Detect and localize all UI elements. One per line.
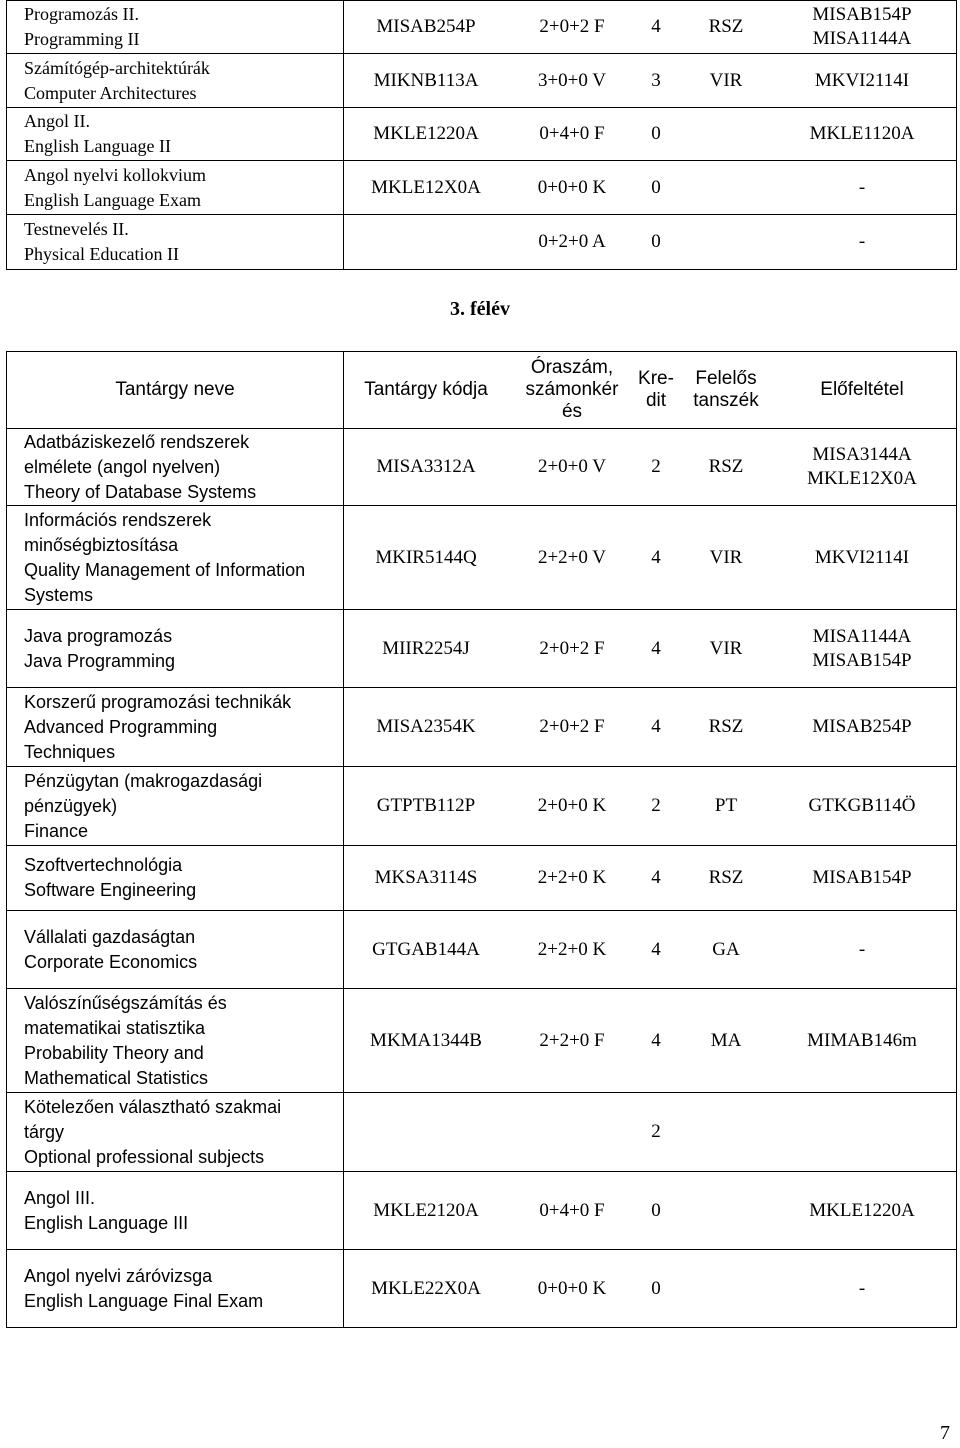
table-row bbox=[7, 429, 957, 506]
course-department: MA bbox=[710, 1029, 742, 1051]
course-hours: 0+0+0 K bbox=[537, 176, 607, 198]
header-subject-name: Tantárgy neve bbox=[7, 352, 344, 429]
course-hours: 2+0+0 V bbox=[537, 456, 607, 477]
course-code: MIIR2254J bbox=[382, 637, 470, 659]
header-group bbox=[344, 352, 957, 429]
course-hours: 0+4+0 F bbox=[539, 1199, 605, 1221]
prerequisite-code: MISA3144A bbox=[812, 444, 912, 465]
course-name-line: elmélete (angol nyelven) bbox=[24, 456, 221, 477]
semester-title: 3. félév bbox=[450, 298, 510, 320]
header-dept-line: Felelős bbox=[695, 368, 757, 389]
course-name-line: Angol nyelvi záróvizsga bbox=[24, 1265, 213, 1286]
course-name-cell bbox=[7, 989, 344, 1093]
prerequisite-code: MKLE1220A bbox=[809, 1199, 915, 1221]
course-prerequisites bbox=[776, 794, 948, 818]
course-data-cell bbox=[344, 989, 957, 1093]
course-department: RSZ bbox=[708, 716, 744, 737]
course-hours: 3+0+0 V bbox=[537, 69, 607, 91]
table-row bbox=[7, 1, 957, 54]
course-prerequisites bbox=[776, 69, 948, 93]
header-credit-line: Kre- bbox=[638, 368, 674, 389]
course-data bbox=[344, 108, 956, 160]
course-credit: 0 bbox=[651, 231, 661, 252]
course-name-cell bbox=[7, 688, 344, 767]
course-data bbox=[344, 546, 956, 570]
course-data-cell bbox=[344, 911, 957, 989]
course-code: MKSA3114S bbox=[374, 867, 478, 888]
course-prerequisites bbox=[776, 715, 948, 739]
course-data-cell bbox=[344, 688, 957, 767]
course-name-line: Finance bbox=[24, 820, 89, 841]
course-name-line: Corporate Economics bbox=[24, 951, 198, 972]
course-name-cell bbox=[7, 1093, 344, 1172]
course-code: MKLE1220A bbox=[373, 123, 479, 144]
course-data bbox=[344, 866, 956, 890]
course-name-line: minőségbiztosítása bbox=[24, 534, 179, 555]
course-prerequisites bbox=[776, 443, 948, 491]
course-name-line: Techniques bbox=[24, 741, 116, 762]
course-credit: 0 bbox=[651, 176, 661, 198]
course-prerequisites bbox=[776, 230, 948, 254]
table-row bbox=[7, 1093, 957, 1172]
table-row bbox=[7, 506, 957, 610]
prerequisite-code: MKLE12X0A bbox=[807, 468, 917, 489]
course-prerequisites bbox=[776, 122, 948, 146]
course-name-hu: Testnevelés II. bbox=[24, 219, 129, 239]
course-name-line: Java Programming bbox=[24, 650, 176, 671]
table-row bbox=[7, 1172, 957, 1250]
course-credit: 0 bbox=[651, 123, 661, 144]
course-data-cell bbox=[344, 1, 957, 54]
course-credit: 3 bbox=[651, 69, 661, 91]
course-name-hu: Számítógép-architektúrák bbox=[24, 57, 210, 78]
header-credit bbox=[636, 368, 676, 412]
prerequisite-code: - bbox=[858, 176, 866, 198]
course-credit: 0 bbox=[651, 1277, 661, 1299]
table-row bbox=[7, 846, 957, 911]
header-dept-line: tanszék bbox=[693, 390, 759, 411]
course-data bbox=[344, 1121, 956, 1143]
course-name-line: pénzügyek) bbox=[24, 795, 118, 816]
header-hours-line: Óraszám, bbox=[530, 357, 614, 378]
course-credit: 4 bbox=[651, 16, 661, 37]
course-data-cell bbox=[344, 1093, 957, 1172]
course-prerequisites bbox=[776, 866, 948, 890]
course-name-cell bbox=[7, 161, 344, 215]
course-hours: 2+2+0 K bbox=[537, 938, 607, 960]
course-name-line: Advanced Programming bbox=[24, 716, 218, 737]
course-credit: 4 bbox=[651, 637, 661, 659]
course-code: MISA2354K bbox=[376, 716, 476, 737]
course-name-cell bbox=[7, 610, 344, 688]
prerequisite-code: MKLE1120A bbox=[809, 123, 915, 144]
course-hours: 0+2+0 A bbox=[538, 231, 606, 252]
course-code: MKLE12X0A bbox=[371, 176, 481, 198]
course-name-line: Angol III. bbox=[24, 1187, 96, 1208]
course-name-line: matematikai statisztika bbox=[24, 1017, 206, 1038]
course-hours: 2+0+2 F bbox=[539, 637, 605, 659]
course-name-hu: Programozás II. bbox=[24, 4, 139, 24]
header-hours-line: és bbox=[561, 401, 583, 422]
table-row bbox=[7, 767, 957, 846]
course-name-line: Mathematical Statistics bbox=[24, 1067, 209, 1088]
course-name-line: Quality Management of Information bbox=[24, 559, 306, 580]
course-name-hu: Angol II. bbox=[24, 111, 90, 131]
course-data bbox=[344, 1, 956, 53]
course-data-cell bbox=[344, 54, 957, 108]
prerequisite-code: MISAB154P bbox=[812, 4, 912, 25]
course-name-line: Valószínűségszámítás és bbox=[24, 992, 227, 1013]
course-code: MKMA1344B bbox=[370, 1029, 482, 1051]
course-data-cell bbox=[344, 1250, 957, 1328]
previous-semester-table bbox=[6, 0, 957, 270]
course-data bbox=[344, 1199, 956, 1223]
course-department: VIR bbox=[709, 637, 743, 659]
course-credit: 2 bbox=[651, 795, 661, 816]
course-prerequisites bbox=[776, 1029, 948, 1053]
prerequisite-code: MISAB254P bbox=[812, 716, 912, 737]
course-name-line: Optional professional subjects bbox=[24, 1146, 265, 1167]
course-prerequisites bbox=[776, 625, 948, 673]
course-code: GTGAB144A bbox=[372, 938, 480, 960]
course-credit: 4 bbox=[651, 1029, 661, 1051]
course-hours: 2+0+2 F bbox=[539, 716, 605, 737]
table-row bbox=[7, 54, 957, 108]
course-name-cell bbox=[7, 846, 344, 911]
prerequisite-code: MISA1144A bbox=[812, 28, 912, 49]
course-data-cell bbox=[344, 1172, 957, 1250]
course-data bbox=[344, 1029, 956, 1053]
course-hours: 2+2+0 V bbox=[537, 546, 607, 568]
course-name-line: English Language Final Exam bbox=[24, 1290, 264, 1311]
course-data bbox=[344, 938, 956, 962]
course-name-line: Adatbáziskezelő rendszerek bbox=[24, 431, 250, 452]
course-prerequisites bbox=[776, 546, 948, 570]
prerequisite-code: MKVI2114I bbox=[814, 69, 910, 91]
table-row bbox=[7, 1250, 957, 1328]
course-department: RSZ bbox=[708, 456, 744, 477]
table-row bbox=[7, 161, 957, 215]
course-name-cell bbox=[7, 1250, 344, 1328]
course-department: GA bbox=[712, 938, 740, 960]
course-department: VIR bbox=[709, 69, 743, 91]
course-name-en: English Language Exam bbox=[24, 189, 201, 210]
course-credit: 2 bbox=[651, 456, 661, 477]
prerequisite-code: MIMAB146m bbox=[807, 1029, 917, 1051]
course-name-cell bbox=[7, 429, 344, 506]
course-hours: 2+2+0 K bbox=[537, 867, 607, 888]
course-name-cell bbox=[7, 1, 344, 54]
page-number: 7 bbox=[940, 1422, 950, 1444]
course-credit: 4 bbox=[651, 938, 661, 960]
course-hours: 2+0+0 K bbox=[537, 795, 607, 816]
course-prerequisites bbox=[776, 1199, 948, 1223]
course-name-line: Szoftvertechnológia bbox=[24, 855, 183, 875]
course-department: VIR bbox=[709, 546, 743, 568]
prerequisite-code: - bbox=[858, 231, 866, 252]
course-data bbox=[344, 794, 956, 818]
course-name-line: Probability Theory and bbox=[24, 1042, 204, 1063]
course-hours: 2+2+0 F bbox=[539, 1029, 605, 1051]
course-name-en: English Language II bbox=[24, 136, 171, 156]
course-credit: 4 bbox=[651, 867, 661, 888]
course-prerequisites bbox=[776, 3, 948, 51]
course-data bbox=[344, 54, 956, 107]
course-credit: 4 bbox=[651, 716, 661, 737]
course-data-cell bbox=[344, 161, 957, 215]
course-data-cell bbox=[344, 846, 957, 911]
table-row bbox=[7, 610, 957, 688]
course-code: MKLE22X0A bbox=[371, 1277, 481, 1299]
course-name-line: Java programozás bbox=[24, 625, 173, 646]
course-credit: 2 bbox=[651, 1121, 661, 1142]
course-hours: 2+0+2 F bbox=[539, 16, 605, 37]
course-name-en: Computer Architectures bbox=[24, 82, 197, 103]
course-name-line: Korszerű programozási technikák bbox=[24, 691, 292, 712]
course-credit: 4 bbox=[651, 546, 661, 568]
course-name-cell bbox=[7, 108, 344, 161]
header-hours bbox=[508, 357, 636, 423]
prerequisite-code: MISA1144A bbox=[812, 625, 912, 647]
course-data bbox=[344, 161, 956, 214]
table-row bbox=[7, 911, 957, 989]
course-name-cell bbox=[7, 1172, 344, 1250]
course-name-line: Vállalati gazdaságtan bbox=[24, 926, 196, 947]
prerequisite-code: MISAB154P bbox=[812, 867, 912, 888]
table-row bbox=[7, 989, 957, 1093]
course-data-cell bbox=[344, 429, 957, 506]
header-credit-line: dit bbox=[645, 390, 667, 411]
course-credit: 0 bbox=[651, 1199, 661, 1221]
course-data bbox=[344, 443, 956, 491]
course-name-cell bbox=[7, 54, 344, 108]
semester-3-table bbox=[6, 351, 957, 1328]
course-name-line: Software Engineering bbox=[24, 880, 197, 900]
course-department: RSZ bbox=[708, 867, 744, 888]
course-data-cell bbox=[344, 767, 957, 846]
course-name-cell bbox=[7, 215, 344, 270]
header-prerequisite: Előfeltétel bbox=[820, 379, 904, 400]
course-data-cell bbox=[344, 506, 957, 610]
course-data bbox=[344, 715, 956, 739]
prerequisite-code: - bbox=[858, 1277, 866, 1299]
course-prerequisites bbox=[776, 176, 948, 200]
course-code: MISA3312A bbox=[376, 456, 476, 477]
table-row bbox=[7, 108, 957, 161]
course-prerequisites bbox=[776, 938, 948, 962]
course-name-en: Physical Education II bbox=[24, 244, 179, 264]
course-name-line: Kötelezően választható szakmai bbox=[24, 1096, 282, 1117]
course-data bbox=[344, 625, 956, 673]
course-name-line: tárgy bbox=[24, 1121, 65, 1142]
prerequisite-code: GTKGB114Ö bbox=[808, 795, 916, 816]
course-name-line: Theory of Database Systems bbox=[24, 481, 257, 502]
course-data bbox=[344, 1277, 956, 1301]
course-data-cell bbox=[344, 215, 957, 270]
course-name-line: English Language III bbox=[24, 1212, 189, 1233]
table-row bbox=[7, 688, 957, 767]
course-code: GTPTB112P bbox=[376, 795, 476, 816]
course-name-cell bbox=[7, 767, 344, 846]
course-name-line: Pénzügytan (makrogazdasági bbox=[24, 770, 263, 791]
course-name-en: Programming II bbox=[24, 29, 140, 49]
course-department: RSZ bbox=[708, 16, 744, 37]
course-hours: 0+0+0 K bbox=[537, 1277, 607, 1299]
table-row bbox=[7, 215, 957, 270]
course-name-cell bbox=[7, 911, 344, 989]
course-code: MISAB254P bbox=[376, 16, 476, 37]
course-name-line: Információs rendszerek bbox=[24, 509, 212, 530]
course-code: MKLE2120A bbox=[373, 1199, 479, 1221]
course-name-cell bbox=[7, 506, 344, 610]
course-data-cell bbox=[344, 108, 957, 161]
course-data-cell bbox=[344, 610, 957, 688]
prerequisite-code: - bbox=[858, 938, 866, 960]
course-name-hu: Angol nyelvi kollokvium bbox=[24, 164, 206, 185]
course-name-line: Systems bbox=[24, 584, 94, 605]
header-department bbox=[676, 368, 776, 412]
prerequisite-code: MISAB154P bbox=[812, 649, 912, 671]
course-data bbox=[344, 215, 956, 269]
course-department: PT bbox=[714, 795, 738, 816]
header-hours-line: számonkér bbox=[525, 379, 619, 400]
course-hours: 0+4+0 F bbox=[539, 123, 605, 144]
header-subject-code: Tantárgy kódja bbox=[364, 379, 488, 400]
course-code: MIKNB113A bbox=[373, 69, 479, 91]
course-code: MKIR5144Q bbox=[375, 546, 477, 568]
course-prerequisites bbox=[776, 1277, 948, 1301]
prerequisite-code: MKVI2114I bbox=[814, 546, 910, 568]
